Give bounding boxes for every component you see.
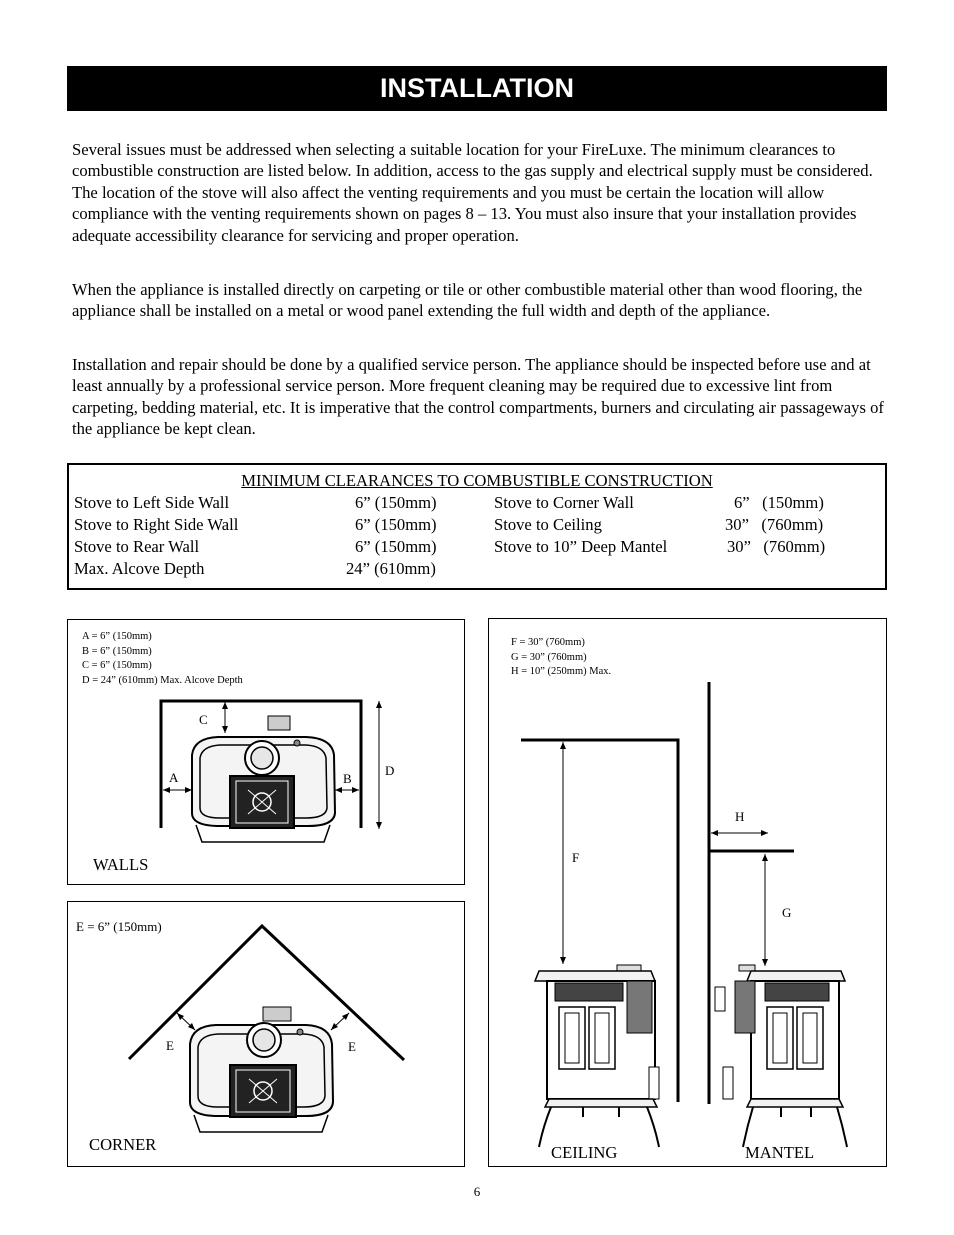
- ceiling-legend-h: H = 10” (250mm) Max.: [511, 666, 612, 677]
- clearance-value: 6” (150mm): [355, 493, 437, 512]
- stove-top-view-icon: [190, 1007, 333, 1132]
- corner-diagram: [67, 901, 465, 1167]
- arrowhead: [352, 787, 359, 793]
- walls-diagram: [67, 619, 465, 885]
- arrowhead: [335, 787, 342, 793]
- ceiling-mantel-drawing: [489, 619, 886, 1166]
- clearance-label: Stove to Ceiling: [494, 515, 602, 534]
- stove-front-view-icon: [535, 965, 659, 1147]
- page-title: INSTALLATION: [67, 66, 887, 111]
- stove-front-view-icon: [715, 965, 847, 1147]
- clearances-title: MINIMUM CLEARANCES TO COMBUSTIBLE CONSTRUCTION: [241, 471, 713, 490]
- label-d: D: [385, 763, 395, 778]
- mantel-caption: MANTEL: [745, 1143, 815, 1162]
- arrowhead: [711, 830, 718, 836]
- corner-caption: CORNER: [89, 1135, 157, 1154]
- clearance-label: Stove to Rear Wall: [74, 537, 200, 556]
- ceiling-legend-f: F = 30” (760mm): [511, 637, 585, 648]
- walls-caption: WALLS: [93, 855, 149, 874]
- clearance-value: 6” (150mm): [355, 515, 437, 534]
- arrowhead: [222, 702, 228, 709]
- clearance-label: Max. Alcove Depth: [74, 559, 205, 578]
- arrowhead: [762, 959, 768, 966]
- label-e-right: E: [348, 1039, 356, 1054]
- arrowhead: [761, 830, 768, 836]
- walls-legend-a: A = 6” (150mm): [82, 631, 152, 642]
- walls-drawing: [68, 620, 464, 884]
- stove-top-view-icon: [192, 716, 335, 842]
- clearance-label: Stove to Right Side Wall: [74, 515, 239, 534]
- label-a: A: [169, 770, 179, 785]
- clearance-label: Stove to Corner Wall: [494, 493, 634, 512]
- arrowhead: [376, 822, 382, 829]
- clearance-value: 6” (150mm): [355, 537, 437, 556]
- corner-drawing: [68, 902, 464, 1166]
- arrowhead: [222, 726, 228, 733]
- ceiling-caption: CEILING: [551, 1143, 618, 1162]
- ceiling-mantel-diagram: [488, 618, 887, 1167]
- service-paragraph: Installation and repair should be done by a qualified service person. The appliance should be inspected before use and at least annually by a professional service person. More frequent cleaning may be required due to excessive lint from carpeting, bedding material, etc. It is imperative that the control compartments, burners and circulating air passageways of the appliance be kept clean.: [72, 355, 884, 439]
- label-b: B: [343, 771, 352, 786]
- clearance-value: 6” (150mm): [734, 493, 824, 512]
- arrowhead: [762, 854, 768, 861]
- clearances-table: [67, 463, 887, 590]
- label-e-left: E: [166, 1038, 174, 1053]
- corner-legend: E = 6” (150mm): [76, 919, 162, 934]
- clearance-value: 24” (610mm): [346, 559, 436, 578]
- arrowhead: [560, 742, 566, 749]
- clearance-label: Stove to Left Side Wall: [74, 493, 230, 512]
- label-h: H: [735, 809, 745, 824]
- label-c: C: [199, 712, 208, 727]
- ceiling-legend-g: G = 30” (760mm): [511, 651, 587, 663]
- walls-legend-c: C = 6” (150mm): [82, 660, 152, 671]
- intro-paragraph: Several issues must be addressed when selecting a suitable location for your FireLuxe. The minimum clearances to combustible construction are listed below. In addition, access to the gas supply and electrical supply must be considered. The location of the stove will also affect the venting requirements and you must be certain the location will allow compliance with the venting requirements shown on pages 8 – 13. You must also insure that your installation provides adequate accessibility clearance for servicing and proper operation.: [72, 140, 873, 245]
- walls-legend-d: D = 24” (610mm) Max. Alcove Depth: [82, 674, 243, 686]
- arrowhead: [163, 787, 170, 793]
- walls-legend-b: B = 6” (150mm): [82, 645, 152, 657]
- clearance-value: 30” (760mm): [727, 537, 826, 556]
- label-f: F: [572, 850, 580, 865]
- clearance-value: 30” (760mm): [725, 515, 824, 534]
- page-number: 6: [473, 1184, 481, 1199]
- flooring-paragraph: When the appliance is installed directly on carpeting or tile or other combustible material other than wood flooring, the appliance shall be installed on a metal or wood panel extending the full width and depth of the appliance.: [72, 280, 863, 321]
- arrowhead: [185, 787, 192, 793]
- arrowhead: [560, 957, 566, 964]
- clearance-label: Stove to 10” Deep Mantel: [494, 537, 668, 556]
- label-g: G: [782, 905, 792, 920]
- arrowhead: [376, 701, 382, 708]
